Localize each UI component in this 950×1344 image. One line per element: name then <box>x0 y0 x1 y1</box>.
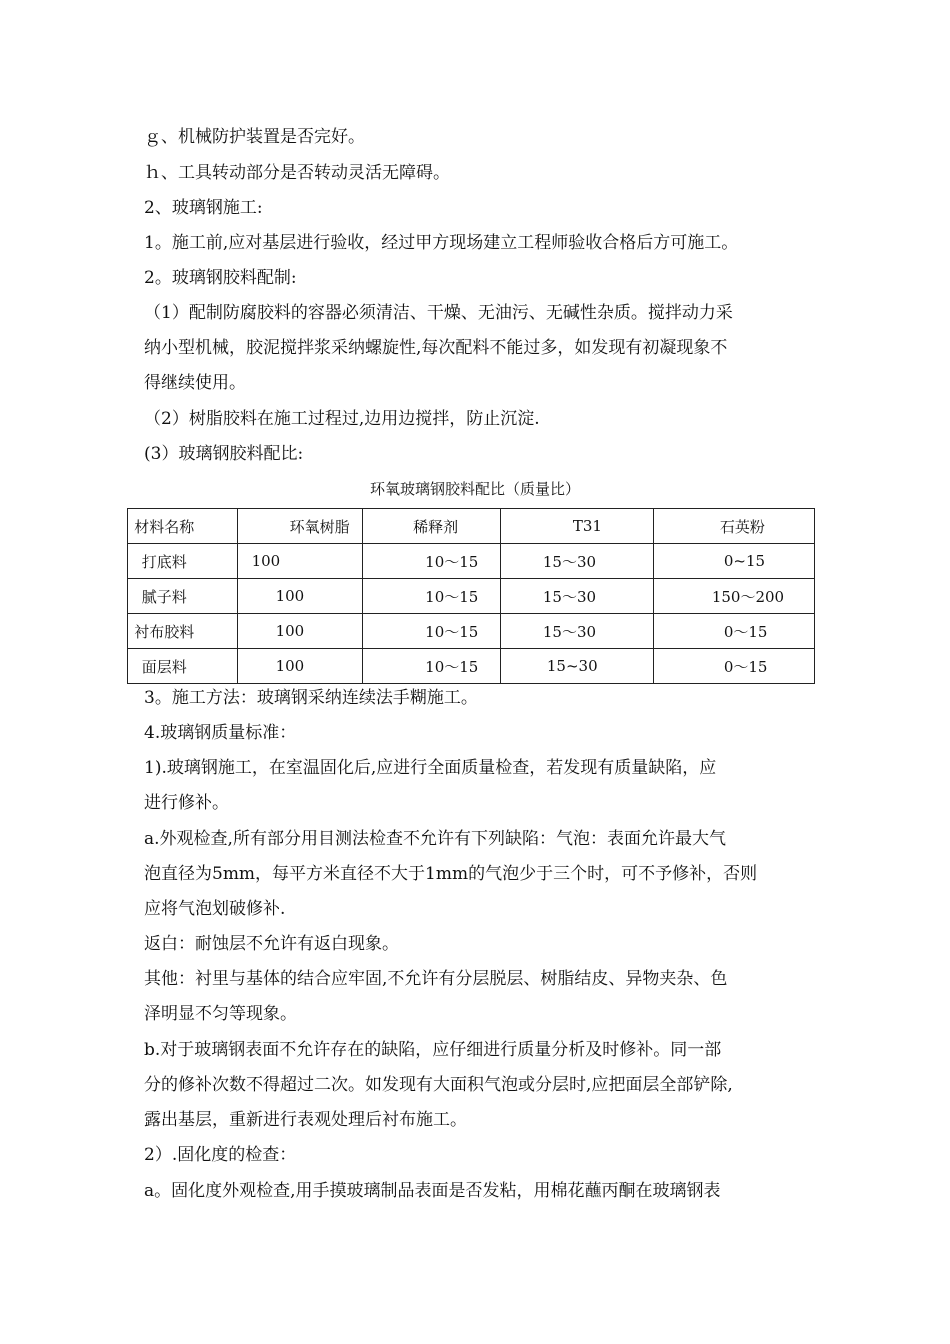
table-cell: 100 <box>237 579 363 614</box>
table-cell: 100 <box>237 649 363 684</box>
text-line: 3。施工方法：玻璃钢采纳连续法手糊施工。 <box>144 688 478 708</box>
table-cell: 150～200 <box>653 579 814 614</box>
table-cell: 100 <box>237 614 363 649</box>
text-line: ｈ、工具转动部分是否转动灵活无障碍。 <box>144 163 450 183</box>
text-line: 2。玻璃钢胶料配制: <box>144 268 297 288</box>
text-line: 2）.固化度的检查： <box>144 1145 297 1165</box>
text-line: 分的修补次数不得超过二次。如发现有大面积气泡或分层时,应把面层全部铲除, <box>144 1075 733 1095</box>
header-cell: 材料名称 <box>128 509 238 544</box>
header-cell: T31 <box>500 509 653 544</box>
text-line: 返白：耐蚀层不允许有返白现象。 <box>144 934 399 954</box>
text-line: 进行修补。 <box>144 793 229 813</box>
header-cell: 稀释剂 <box>363 509 501 544</box>
table-cell: 打底料 <box>128 544 238 579</box>
table-cell: 10～15 <box>363 544 501 579</box>
text-line: a。固化度外观检查,用手摸玻璃制品表面是否发粘，用棉花蘸丙酮在玻璃钢表 <box>144 1181 721 1201</box>
table-header-row <box>128 509 815 544</box>
text-line: 4.玻璃钢质量标准： <box>144 723 297 743</box>
table-row <box>128 579 815 614</box>
text-line: 2、玻璃钢施工: <box>144 198 263 218</box>
text-line: 应将气泡划破修补. <box>144 899 286 919</box>
table-cell: 0～15 <box>653 649 814 684</box>
table-cell: 15～30 <box>500 614 653 649</box>
table-cell: 0~15 <box>653 544 814 579</box>
text-line: （2）树脂胶料在施工过程过,边用边搅拌，防止沉淀. <box>144 409 540 429</box>
table-cell: 0～15 <box>653 614 814 649</box>
text-line: 得继续使用。 <box>144 373 246 393</box>
table-cell: 10～15 <box>363 579 501 614</box>
text-line: 露出基层，重新进行表观处理后衬布施工。 <box>144 1110 467 1130</box>
text-line: 1).玻璃钢施工，在室温固化后,应进行全面质量检查，若发现有质量缺陷，应 <box>144 758 717 778</box>
text-line: ｇ、机械防护装置是否完好。 <box>144 127 365 147</box>
table-cell: 10～15 <box>363 614 501 649</box>
text-line: a.外观检查,所有部分用目测法检查不允许有下列缺陷：气泡：表面允许最大气 <box>144 829 726 849</box>
table-cell: 10～15 <box>363 649 501 684</box>
table-caption: 环氧玻璃钢胶料配比（质量比） <box>369 480 580 498</box>
table-cell: 腻子料 <box>128 579 238 614</box>
text-line: 1。施工前,应对基层进行验收，经过甲方现场建立工程师验收合格后方可施工。 <box>144 233 739 253</box>
table-cell: 15～30 <box>500 579 653 614</box>
text-line: 泡直径为5mm，每平方米直径不大于1mm的气泡少于三个时，可不予修补，否则 <box>144 864 758 884</box>
table-cell: 100 <box>237 544 363 579</box>
header-cell: 石英粉 <box>653 509 814 544</box>
table-cell: 面层料 <box>128 649 238 684</box>
table-row <box>128 544 815 579</box>
table-row <box>128 649 815 684</box>
header-cell: 环氧树脂 <box>237 509 363 544</box>
table-cell: 15～30 <box>500 544 653 579</box>
text-line: b.对于玻璃钢表面不允许存在的缺陷，应仔细进行质量分析及时修补。同一部 <box>144 1040 722 1060</box>
text-line: 纳小型机械，胶泥搅拌浆采纳螺旋性,每次配料不能过多，如发现有初凝现象不 <box>144 338 728 358</box>
table-cell: 衬布胶料 <box>128 614 238 649</box>
ratio-table <box>127 508 815 684</box>
text-line: 其他：衬里与基体的结合应牢固,不允许有分层脱层、树脂结皮、异物夹杂、色 <box>144 969 728 989</box>
text-line: (3）玻璃钢胶料配比: <box>144 444 304 464</box>
text-line: 泽明显不匀等现象。 <box>144 1004 297 1024</box>
table-row <box>128 614 815 649</box>
text-line: （1）配制防腐胶料的容器必须清洁、干燥、无油污、无碱性杂质。搅拌动力采 <box>144 303 733 323</box>
table-cell: 15~30 <box>500 649 653 684</box>
